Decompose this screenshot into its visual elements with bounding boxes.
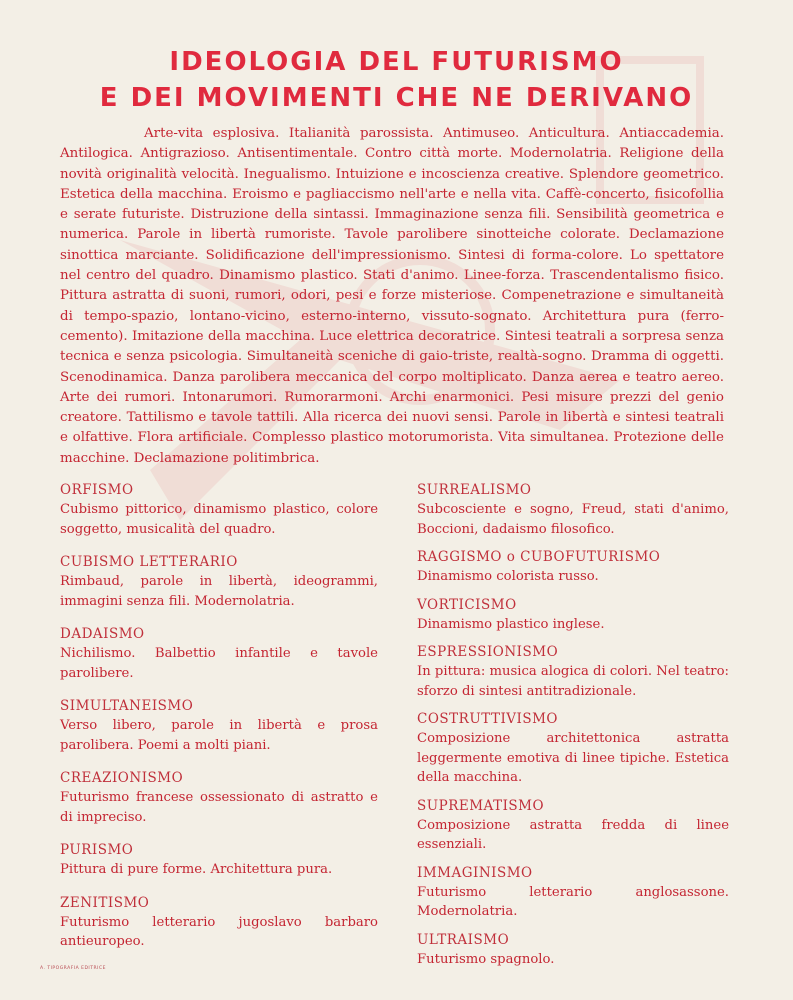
movement-desc: Futurismo spagnolo. bbox=[417, 951, 555, 967]
movement-simultaneismo bbox=[60, 696, 378, 755]
movement-desc: Subcosciente e sogno, Freud, stati d'animo, Boccioni, dadaismo filosofico. bbox=[417, 502, 729, 537]
printer-imprint: A. TIPOGRAFIA EDITRICE bbox=[40, 966, 106, 971]
movement-name: RAGGISMO o CUBOFUTURISMO bbox=[417, 549, 661, 565]
title-line-1: IDEOLOGIA DEL FUTURISMO bbox=[169, 47, 624, 77]
movement-immaginismo bbox=[417, 863, 729, 922]
movement-desc: Cubismo pittorico, dinamismo plastico, colore soggetto, musicalità del quadro. bbox=[60, 502, 378, 537]
movement-dadaismo bbox=[60, 624, 378, 683]
page-title bbox=[60, 44, 733, 116]
movement-name: CREAZIONISMO bbox=[60, 770, 184, 786]
movement-desc: Dinamismo colorista russo. bbox=[417, 569, 599, 584]
movement-name: IMMAGINISMO bbox=[417, 864, 533, 881]
movement-desc: Composizione astratta fredda di linee essenziali. bbox=[417, 817, 729, 852]
movement-desc: Dinamismo plastico inglese. bbox=[417, 616, 605, 632]
movement-desc: Futurismo letterario jugoslavo barbaro antieuropeo. bbox=[60, 914, 378, 949]
movement-orfismo bbox=[60, 480, 378, 539]
movement-desc: Verso libero, parole in libertà e prosa parolibera. Poemi a molti piani. bbox=[60, 718, 378, 753]
movement-name: SIMULTANEISMO bbox=[60, 698, 194, 714]
movement-desc: Composizione architettonica astratta leggermente emotiva di linee tipiche. Estetica della macchina. bbox=[417, 731, 729, 785]
movement-name: COSTRUTTIVISMO bbox=[417, 711, 559, 727]
title-line-2: E DEI MOVIMENTI CHE NE DERIVANO bbox=[99, 83, 694, 113]
movement-desc: Nichilismo. Balbettio infantile e tavole parolibere. bbox=[60, 646, 378, 681]
movement-purismo bbox=[60, 840, 378, 880]
movement-name: DADAISMO bbox=[60, 626, 145, 642]
movement-name: SURREALISMO bbox=[417, 482, 532, 498]
movement-name: ULTRAISMO bbox=[417, 931, 510, 948]
movement-desc: Futurismo francese ossessionato di astratto e di impreciso. bbox=[60, 790, 378, 825]
movement-name: SUPREMATISMO bbox=[417, 797, 545, 814]
movement-desc: Pittura di pure forme. Architettura pura. bbox=[60, 862, 333, 877]
movement-creazionismo bbox=[60, 768, 378, 827]
movement-zenitismo bbox=[60, 893, 378, 952]
movement-name: ZENITISMO bbox=[60, 894, 150, 911]
movement-suprematismo bbox=[417, 796, 729, 855]
movements-left-column bbox=[60, 480, 378, 952]
movement-cubismo-letterario bbox=[60, 552, 378, 611]
movement-raggismo bbox=[417, 547, 729, 587]
movement-ultraismo bbox=[417, 930, 729, 970]
intro-paragraph: Arte-vita esplosiva. Italianità parossista. Antimuseo. Anticultura. Antiaccademia. Antilogica. Antigrazioso. Antisentimentale. Contro città morte. Modernolatria. Religione della novità originalità velocità. Inegualismo. Intuizione e incoscienza creative. Splendore geometrico. Estetica della macchina. Eroismo e pagliaccismo nell'arte e nella vita. Caffè-concerto, fisicofollia e serate futuriste. Distruzione della sintassi. Immaginazione senza fili. Sensibilità geometrica e numerica. Parole in libertà rumoriste. Tavole parolibere sinotteiche colorate. Declamazione sinottica marciante. Solidificazione dell'impressionismo. Sintesi di forma-colore. Lo spettatore nel centro del quadro. Dinamismo plastico. Stati d'animo. Linee-forza. Trascendentalismo fisico. Pittura astratta di suoni, rumori, odori, pesi e forze misteriose. Compenetrazione e simultaneità di tempo-spazio, lontano-vicino, esterno-interno, vissuto-sognato. Architettura pura (ferro-cemento). Imitazione della macchina. Luce elettrica decoratrice. Sintesi teatrali a sorpresa senza tecnica e senza psicologia. Simultaneità sceniche di gaio-triste, realtà-sogno. Dramma di oggetti. Scenodinamica. Danza parolibera meccanica del corpo moltiplicato. Danza aerea e teatro aereo. Arte dei rumori. Intonarumori. Rumorarmoni. Archi enarmonici. Pesi misure prezzi del genio creatore. Tattilismo e tavole tattili. Alla ricerca dei nuovi sensi. Parole in libertà e sintesi teatrali e olfattive. Flora artificiale. Complesso plastico motorumorista. Vita simultanea. Protezione delle macchine. Declamazione politimbrica. bbox=[60, 126, 724, 466]
movement-vorticismo bbox=[417, 595, 729, 635]
movement-name: PURISMO bbox=[60, 842, 134, 858]
movement-espressionismo bbox=[417, 642, 729, 701]
movements-right-column bbox=[417, 480, 729, 969]
movement-surrealismo bbox=[417, 480, 729, 539]
movement-costruttivismo bbox=[417, 709, 729, 788]
movement-desc: In pittura: musica alogica di colori. Nel teatro: sforzo di sintesi antitradizionale. bbox=[417, 664, 729, 699]
movement-name: CUBISMO LETTERARIO bbox=[60, 554, 238, 570]
movement-name: ORFISMO bbox=[60, 482, 134, 498]
movement-desc: Futurismo letterario anglosassone. Modernolatria. bbox=[417, 884, 729, 919]
movement-desc: Rimbaud, parole in libertà, ideogrammi, immagini senza fili. Modernolatria. bbox=[60, 574, 378, 609]
movement-name: ESPRESSIONISMO bbox=[417, 644, 559, 660]
movement-name: VORTICISMO bbox=[417, 596, 517, 613]
